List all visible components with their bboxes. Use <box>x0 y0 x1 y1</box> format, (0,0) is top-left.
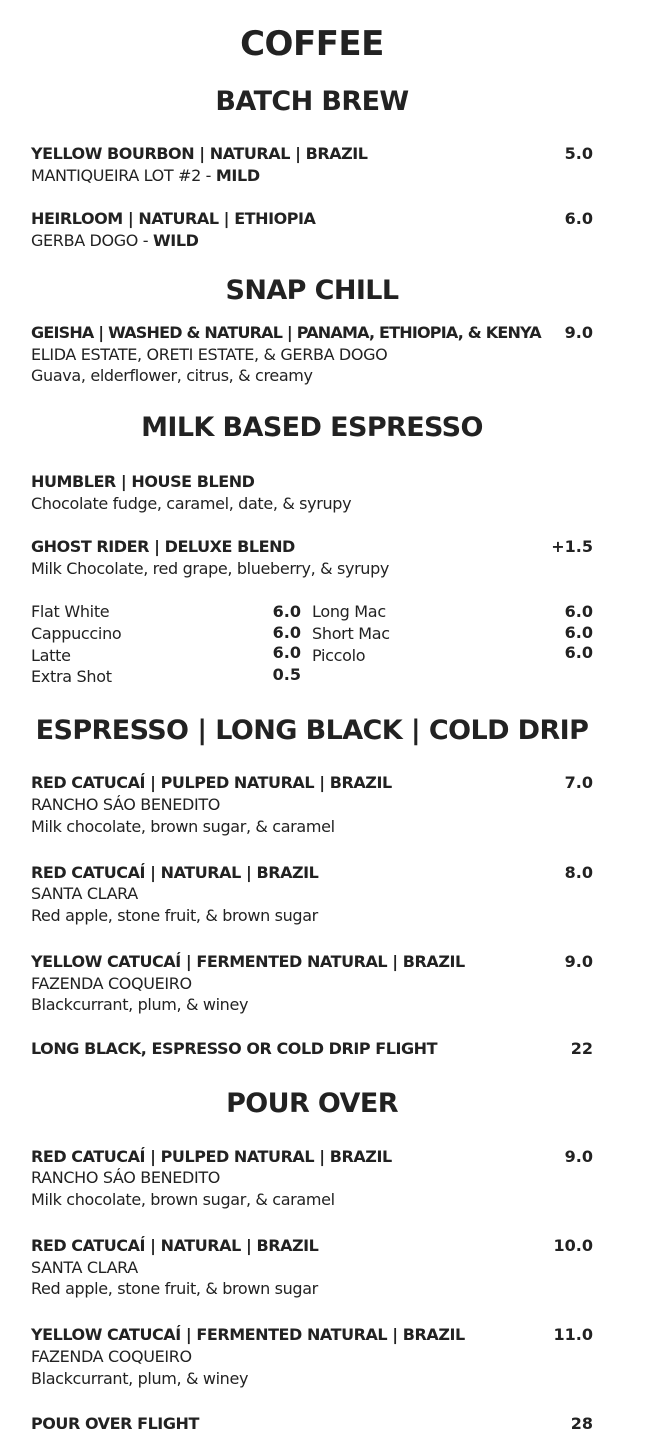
section-heading-snap-chill: SNAP CHILL <box>225 275 399 306</box>
drink-name: Short Mac <box>312 624 390 643</box>
flight-price: 22 <box>570 1039 593 1058</box>
flight-name: POUR OVER FLIGHT <box>31 1414 199 1433</box>
drink-price: 6.0 <box>272 602 301 621</box>
section-heading-milk-espresso: MILK BASED ESPRESSO <box>141 412 483 443</box>
drink-name: Flat White <box>31 602 110 621</box>
section-heading-batch-brew: BATCH BREW <box>215 86 409 117</box>
menu-item-price: 8.0 <box>564 863 593 882</box>
menu-item-name: GHOST RIDER | DELUXE BLEND <box>31 537 295 556</box>
section-heading-pour-over: POUR OVER <box>226 1088 398 1119</box>
drink-price: 0.5 <box>272 665 301 684</box>
drink-name: Latte <box>31 646 71 665</box>
menu-item-notes: Milk chocolate, brown sugar, & caramel <box>31 1190 335 1209</box>
menu-item-origin: MANTIQUEIRA LOT #2 - MILD <box>31 166 260 185</box>
drink-name: Piccolo <box>312 646 366 665</box>
strength-label: MILD <box>215 166 260 185</box>
menu-item-origin: RANCHO SÁO BENEDITO <box>31 1168 220 1187</box>
drink-price: 6.0 <box>564 623 593 642</box>
drink-name: Cappuccino <box>31 624 122 643</box>
menu-item-notes: Blackcurrant, plum, & winey <box>31 1369 249 1388</box>
menu-item-name: GEISHA | WASHED & NATURAL | PANAMA, ETHIOPIA, & KENYA <box>31 323 541 342</box>
menu-item-price: +1.5 <box>551 537 593 556</box>
menu-item-origin: ELIDA ESTATE, ORETI ESTATE, & GERBA DOGO <box>31 345 388 364</box>
menu-item-price: 10.0 <box>553 1236 593 1255</box>
drink-price: 6.0 <box>564 643 593 662</box>
menu-item-origin: FAZENDA COQUEIRO <box>31 974 192 993</box>
menu-item-notes: Guava, elderflower, citrus, & creamy <box>31 366 313 385</box>
strength-label: WILD <box>152 231 199 250</box>
menu-item-notes: Red apple, stone fruit, & brown sugar <box>31 1279 318 1298</box>
drink-price: 6.0 <box>272 623 301 642</box>
menu-item-origin: RANCHO SÁO BENEDITO <box>31 795 220 814</box>
menu-item-price: 9.0 <box>564 1147 593 1166</box>
menu-item-name: HUMBLER | HOUSE BLEND <box>31 472 255 491</box>
menu-item-origin: SANTA CLARA <box>31 884 138 903</box>
menu-item-name: YELLOW CATUCAÍ | FERMENTED NATURAL | BRAZIL <box>31 1325 465 1344</box>
page-title: COFFEE <box>240 24 384 64</box>
flight-price: 28 <box>570 1414 593 1433</box>
section-heading-espresso: ESPRESSO | LONG BLACK | COLD DRIP <box>35 715 589 746</box>
menu-item-notes: Milk chocolate, brown sugar, & caramel <box>31 817 335 836</box>
menu-item-name: RED CATUCAÍ | NATURAL | BRAZIL <box>31 863 319 882</box>
menu-item-name: RED CATUCAÍ | PULPED NATURAL | BRAZIL <box>31 773 392 792</box>
menu-item-price: 11.0 <box>553 1325 593 1344</box>
menu-item-price: 6.0 <box>564 209 593 228</box>
drink-price: 6.0 <box>564 602 593 621</box>
menu-item-name: HEIRLOOM | NATURAL | ETHIOPIA <box>31 209 316 228</box>
menu-item-origin: SANTA CLARA <box>31 1258 138 1277</box>
menu-item-name: RED CATUCAÍ | PULPED NATURAL | BRAZIL <box>31 1147 392 1166</box>
menu-item-origin: FAZENDA COQUEIRO <box>31 1347 192 1366</box>
menu-item-price: 9.0 <box>564 323 593 342</box>
menu-item-origin: GERBA DOGO - WILD <box>31 231 199 250</box>
menu-item-price: 9.0 <box>564 952 593 971</box>
menu-item-name: YELLOW BOURBON | NATURAL | BRAZIL <box>31 144 368 163</box>
menu-item-price: 5.0 <box>564 144 593 163</box>
menu-item-name: YELLOW CATUCAÍ | FERMENTED NATURAL | BRAZIL <box>31 952 465 971</box>
menu-item-notes: Red apple, stone fruit, & brown sugar <box>31 906 318 925</box>
menu-item-notes: Milk Chocolate, red grape, blueberry, & syrupy <box>31 559 390 578</box>
drink-price: 6.0 <box>272 643 301 662</box>
menu-item-name: RED CATUCAÍ | NATURAL | BRAZIL <box>31 1236 319 1255</box>
menu-item-notes: Chocolate fudge, caramel, date, & syrupy <box>31 494 352 513</box>
menu-item-price: 7.0 <box>564 773 593 792</box>
drink-name: Long Mac <box>312 602 386 621</box>
menu-item-notes: Blackcurrant, plum, & winey <box>31 995 249 1014</box>
flight-name: LONG BLACK, ESPRESSO OR COLD DRIP FLIGHT <box>31 1039 438 1058</box>
drink-name: Extra Shot <box>31 667 112 686</box>
